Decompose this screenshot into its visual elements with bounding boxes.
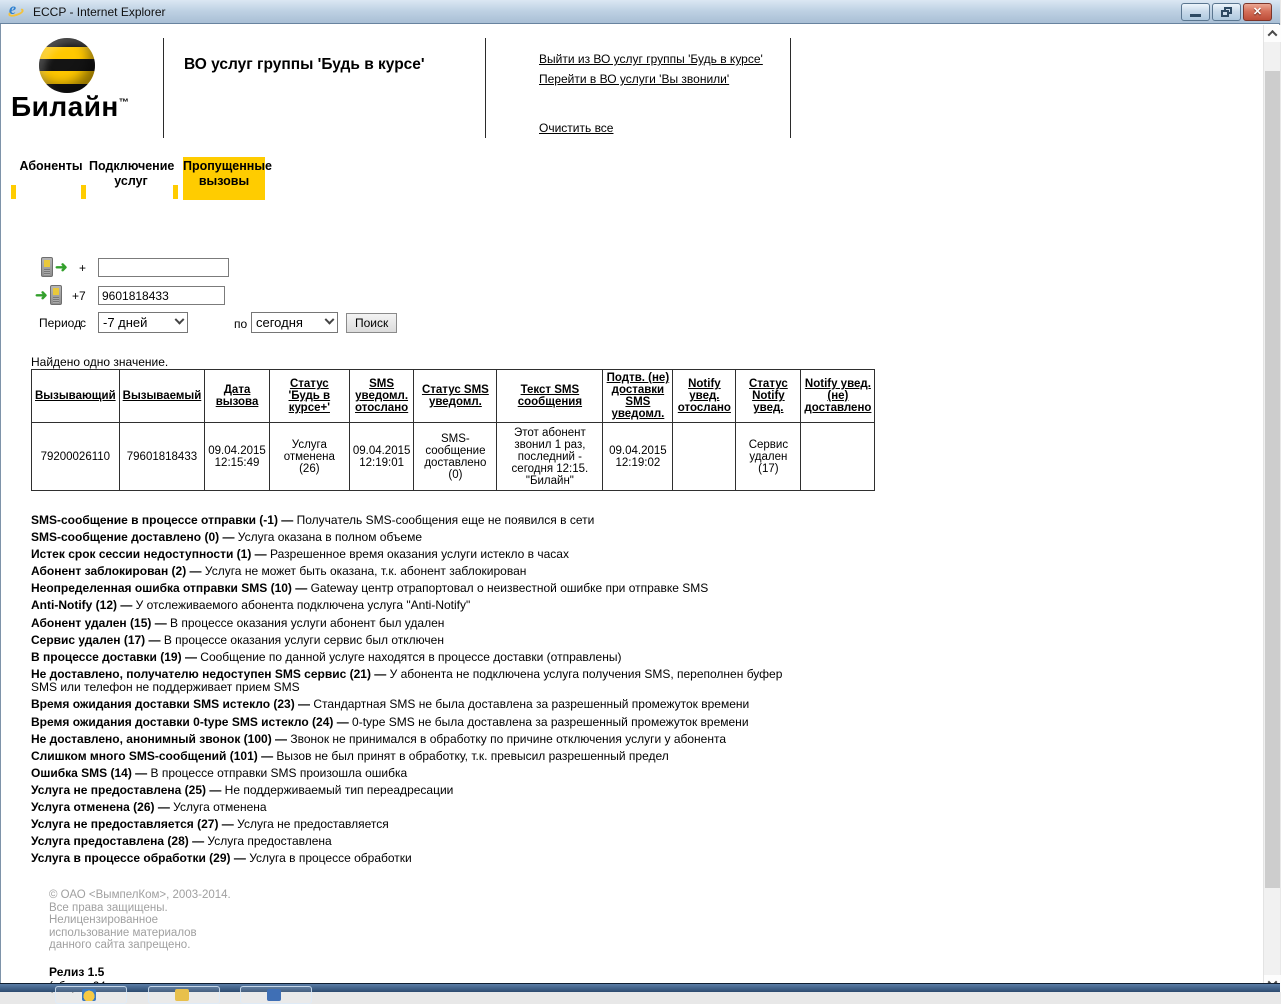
table-header-row (32, 370, 875, 423)
column-header[interactable]: Статус Notify увед. (736, 370, 801, 423)
table-cell: 09.04.2015 12:19:02 (603, 423, 673, 491)
minimize-button[interactable] (1181, 3, 1210, 21)
table-cell: 09.04.2015 12:15:49 (205, 423, 270, 491)
taskbar-button-3[interactable] (240, 986, 312, 1004)
column-header[interactable]: Notify увед. отослано (673, 370, 736, 423)
tab-subscribers[interactable]: Абоненты (19, 159, 83, 173)
table-cell (673, 423, 736, 491)
column-header[interactable]: Вызывающий (32, 370, 120, 423)
incoming-arrow-icon: ➜ (35, 286, 48, 304)
footer (49, 889, 231, 986)
legend-item: SMS-сообщение доставлено (0) — Услуга оказана в полном объеме (31, 530, 423, 545)
caller-number-input[interactable] (98, 258, 229, 277)
tab-missed-calls[interactable]: Пропущенные вызовы (183, 157, 265, 200)
header-divider-1 (163, 38, 164, 138)
table-cell: Сервис удален (17) (736, 423, 801, 491)
legend-item: Услуга не предоставляется (27) — Услуга не предоставляется (31, 817, 389, 832)
column-header[interactable]: Статус SMS уведомл. (414, 370, 497, 423)
column-header[interactable]: Подтв. (не) доставки SMS уведомл. (603, 370, 673, 423)
column-header[interactable]: Дата вызова (205, 370, 270, 423)
legend-item: Неопределенная ошибка отправки SMS (10) — Gateway центр отрапортовал о неизвестной ошибке при отправке SMS (31, 581, 709, 596)
title-bar[interactable] (0, 0, 1280, 24)
period-from-label: с (80, 316, 86, 330)
scrollbar-thumb[interactable] (1265, 71, 1280, 888)
search-button[interactable]: Поиск (346, 313, 397, 333)
legend-item: Ошибка SMS (14) — В процессе отправки SMS произошла ошибка (31, 765, 408, 780)
vertical-scrollbar[interactable] (1263, 25, 1280, 992)
page-title: ВО услуг группы 'Будь в курсе' (184, 56, 425, 73)
tab-marker-1 (11, 185, 16, 199)
column-header[interactable]: Вызываемый (119, 370, 205, 423)
window-controls (1181, 3, 1272, 21)
column-header[interactable]: Текст SMS сообщения (497, 370, 603, 423)
footer-line: Все права защищены. (49, 901, 168, 914)
taskbar-ie-icon (82, 989, 96, 1001)
clear-all-link[interactable]: Очистить все (539, 121, 614, 135)
restore-button[interactable] (1212, 3, 1241, 21)
legend-item: Абонент удален (15) — В процессе оказания услуги абонент был удален (31, 615, 445, 630)
taskbar-app-icon-yellow (175, 989, 189, 1001)
chevron-down-icon (175, 315, 185, 325)
chevron-up-icon (1268, 30, 1278, 40)
tab-marker-3 (173, 185, 178, 199)
period-to-select[interactable] (251, 312, 338, 333)
column-header[interactable]: SMS уведомл. отослано (349, 370, 414, 423)
tab-service-connection[interactable]: Подключение услуг (89, 159, 175, 188)
legend-item: SMS-сообщение в процессе отправки (-1) — Получатель SMS-сообщения еще не появился в сети (31, 513, 595, 527)
legend-item: Абонент заблокирован (2) — Услуга не может быть оказана, т.к. абонент заблокирован (31, 564, 527, 579)
minimize-icon (1190, 14, 1201, 17)
legend-item: Слишком много SMS-сообщений (101) — Вызов не был принят в обработку, т.к. превысил разрешенный предел (31, 748, 669, 763)
table-cell: SMS-сообщение доставлено (0) (414, 423, 497, 491)
results-summary: Найдено одно значение. (31, 355, 169, 369)
table-cell: Этот абонент звонил 1 раз, последний - сегодня 12:15. "Билайн" (497, 423, 603, 491)
footer-line: Нелицензированное (49, 914, 159, 927)
period-from-select[interactable] (98, 312, 188, 333)
footer-line: © ОАО <ВымпелКом>, 2003-2014. (49, 889, 231, 901)
beeline-logo-text: Билайн™ (11, 91, 130, 122)
period-to-value: сегодня (256, 315, 303, 330)
column-header[interactable]: Notify увед. (не) доставлено (801, 370, 875, 423)
callee-phone-icon (35, 284, 95, 306)
legend-item: Истек срок сессии недоступности (1) — Разрешенное время оказания услуги истекло в часах (31, 547, 569, 562)
period-label: Период (39, 316, 82, 330)
legend-item: Услуга отменена (26) — Услуга отменена (31, 800, 267, 814)
table-cell: 79200026110 (32, 423, 120, 491)
exit-service-group-link[interactable]: Выйти из ВО услуг группы 'Будь в курсе' (539, 52, 763, 66)
release-label: Релиз 1.5 (49, 964, 105, 979)
legend-item: Не доставлено, анонимный звонок (100) — Звонок не принимался в обработку по причине отключения услуги у абонента (31, 731, 727, 746)
tab-marker-2 (81, 185, 86, 199)
footer-copyright-lines (49, 889, 231, 952)
table-cell (801, 423, 875, 491)
table-row (32, 423, 875, 491)
legend-item: Услуга предоставлена (28) — Услуга предоставлена (31, 834, 332, 849)
column-header[interactable]: Статус 'Будь в курсе+' (269, 370, 349, 423)
taskbar-app-icon-blue (267, 989, 281, 1001)
table-cell: 79601818433 (119, 423, 205, 491)
header-divider-2 (485, 38, 486, 138)
period-to-label: по (234, 317, 248, 331)
callee-number-input[interactable] (98, 286, 225, 305)
legend-item: Anti-Notify (12) — У отслеживаемого абонента подключена услуга "Anti-Notify" (31, 598, 471, 613)
caller-phone-icon (41, 256, 101, 278)
close-button[interactable] (1243, 3, 1272, 21)
callee-prefix-label: +7 (72, 289, 86, 303)
legend-item: Услуга не предоставлена (25) — Не поддерживаемый тип переадресации (31, 782, 454, 797)
period-from-value: -7 дней (103, 315, 148, 330)
internet-explorer-icon: e (8, 3, 25, 20)
window-title: ECCP - Internet Explorer (33, 4, 166, 19)
outgoing-arrow-icon: ➜ (55, 258, 68, 276)
legend (31, 514, 803, 869)
chevron-down-icon (325, 315, 335, 325)
legend-item: Время ожидания доставки SMS истекло (23) — Стандартная SMS не была доставлена за разрешенный промежуток времени (31, 697, 750, 712)
legend-item: Не доставлено, получателю недоступен SMS сервис (21) — У абонента не подключена услуга получения SMS, переполнен буфер SMS или телефон не поддерживает прием SMS (31, 666, 783, 695)
goto-you-called-link[interactable]: Перейти в ВО услуги 'Вы звонили' (539, 72, 730, 86)
taskbar-button-2[interactable] (148, 986, 220, 1004)
results-table (31, 369, 875, 491)
windows-taskbar[interactable] (0, 983, 1280, 992)
header-divider-3 (790, 38, 791, 138)
page-content (1, 25, 1262, 992)
table-cell: 09.04.2015 12:19:01 (349, 423, 414, 491)
legend-item: В процессе доставки (19) — Сообщение по данной услуге находятся в процессе доставки (отправлены) (31, 649, 622, 664)
table-cell: Услуга отменена (26) (269, 423, 349, 491)
footer-line: использование материалов (49, 926, 197, 939)
taskbar-button-ie[interactable] (55, 986, 127, 1004)
footer-line: данного сайта запрещено. (49, 939, 191, 952)
legend-item: Услуга в процессе обработки (29) — Услуга в процессе обработки (31, 851, 412, 866)
restore-icon (1221, 7, 1232, 17)
scrollbar-up-button[interactable] (1264, 25, 1281, 42)
close-icon: ✕ (1252, 5, 1263, 18)
beeline-logo-sphere (39, 38, 95, 93)
legend-item: Сервис удален (17) — В процессе оказания услуги сервис был отключен (31, 632, 444, 647)
caller-prefix-label: + (79, 261, 87, 275)
legend-item: Время ожидания доставки 0-type SMS истекло (24) — 0-type SMS не была доставлена за разрешенный промежуток времени (31, 714, 749, 729)
